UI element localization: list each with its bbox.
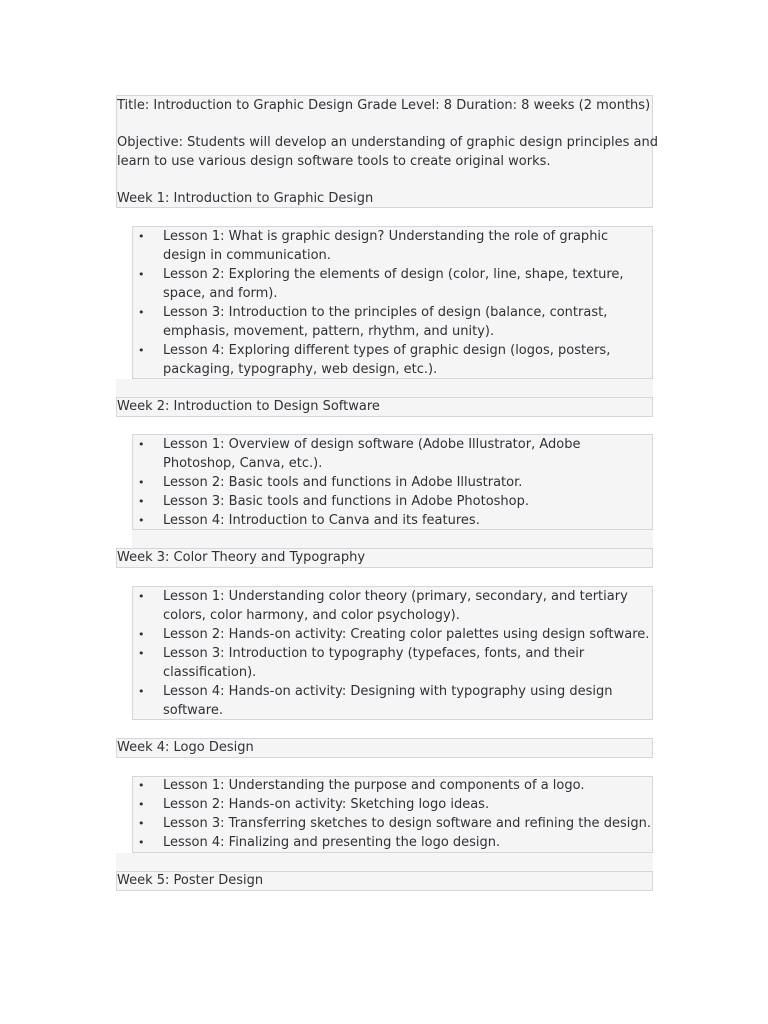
week-3-lesson-list [132, 587, 653, 720]
bullet-icon: • [138, 836, 145, 849]
lesson-text: Lesson 1: Understanding color theory (primary, secondary, and tertiary colors, color harmony, and color psychology). [163, 589, 628, 623]
bullet-icon: • [138, 590, 145, 603]
bullet-icon: • [138, 817, 145, 830]
list-item [132, 776, 653, 795]
lesson-text: Lesson 4: Hands-on activity: Designing with typography using design software. [163, 684, 613, 718]
bullet-icon: • [138, 685, 145, 698]
list-item [132, 341, 653, 379]
bullet-icon: • [138, 438, 145, 451]
objective-line-2: learn to use various design software tools to create original works. [117, 154, 551, 169]
list-item [132, 625, 653, 644]
bullet-icon: • [138, 779, 145, 792]
bullet-icon: • [138, 268, 145, 281]
week-4-heading: Week 4: Logo Design [117, 740, 254, 755]
list-item [132, 814, 653, 833]
bullet-icon: • [138, 306, 145, 319]
week-2-heading: Week 2: Introduction to Design Software [117, 399, 380, 414]
bullet-icon: • [138, 798, 145, 811]
lesson-text: Lesson 4: Finalizing and presenting the logo design. [163, 835, 501, 850]
spacer-strip [116, 379, 653, 397]
lesson-text: Lesson 1: What is graphic design? Understanding the role of graphic design in communication. [163, 229, 609, 263]
week-5-heading: Week 5: Poster Design [117, 873, 264, 888]
bullet-icon: • [138, 628, 145, 641]
lesson-text: Lesson 4: Exploring different types of graphic design (logos, posters, packaging, typography, web design, etc.). [163, 343, 611, 377]
objective-line-1: Objective: Students will develop an understanding of graphic design principles and [117, 135, 658, 150]
lesson-text: Lesson 1: Overview of design software (Adobe Illustrator, Adobe Photoshop, Canva, etc.). [163, 437, 581, 471]
list-item [132, 511, 653, 530]
lesson-text: Lesson 3: Introduction to typography (typefaces, fonts, and their classification). [163, 646, 585, 680]
week-1-heading: Week 1: Introduction to Graphic Design [117, 191, 374, 206]
list-item [132, 227, 653, 265]
list-item [132, 682, 653, 720]
week-3-heading: Week 3: Color Theory and Typography [117, 550, 366, 565]
bullet-icon: • [138, 647, 145, 660]
list-item [132, 473, 653, 492]
spacer-strip [132, 530, 653, 548]
course-title-line: Title: Introduction to Graphic Design Grade Level: 8 Duration: 8 weeks (2 months) [117, 98, 651, 113]
list-item [132, 492, 653, 511]
lesson-text: Lesson 3: Basic tools and functions in Adobe Photoshop. [163, 494, 530, 509]
week-2-lesson-list [132, 435, 653, 530]
spacer-strip [116, 853, 653, 871]
week-4-lesson-list [132, 776, 653, 852]
lesson-text: Lesson 1: Understanding the purpose and components of a logo. [163, 778, 585, 793]
bullet-icon: • [138, 476, 145, 489]
bullet-icon: • [138, 514, 145, 527]
list-item [132, 303, 653, 341]
week-1-lesson-list [132, 227, 653, 379]
lesson-text: Lesson 2: Exploring the elements of design (color, line, shape, texture, space, and form). [163, 267, 624, 301]
lesson-text: Lesson 3: Transferring sketches to design software and refining the design. [163, 816, 651, 831]
list-item [132, 587, 653, 625]
list-item [132, 644, 653, 682]
list-item [132, 265, 653, 303]
lesson-text: Lesson 2: Hands-on activity: Creating color palettes using design software. [163, 627, 650, 642]
list-item [132, 833, 653, 852]
lesson-text: Lesson 4: Introduction to Canva and its features. [163, 513, 480, 528]
bullet-icon: • [138, 344, 145, 357]
bullet-icon: • [138, 495, 145, 508]
lesson-text: Lesson 2: Basic tools and functions in Adobe Illustrator. [163, 475, 523, 490]
list-item [132, 435, 653, 473]
lesson-text: Lesson 2: Hands-on activity: Sketching logo ideas. [163, 797, 490, 812]
bullet-icon: • [138, 230, 145, 243]
lesson-text: Lesson 3: Introduction to the principles of design (balance, contrast, emphasis, movement, pattern, rhythm, and unity). [163, 305, 608, 339]
list-item [132, 795, 653, 814]
